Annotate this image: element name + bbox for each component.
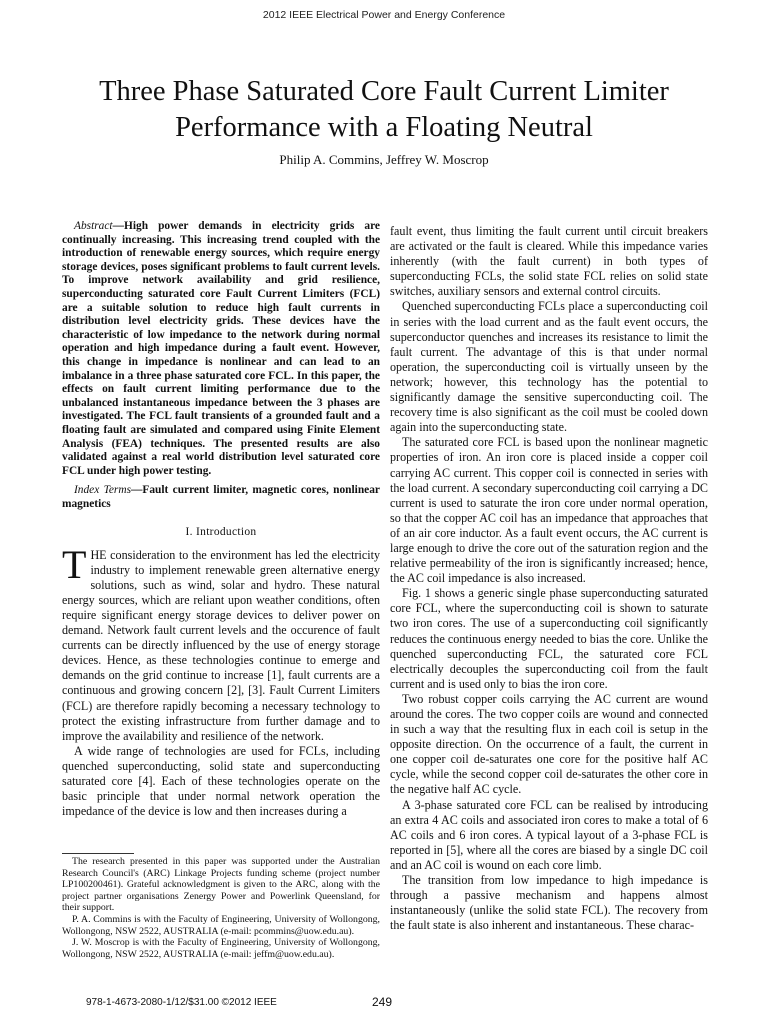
drop-cap: T	[62, 541, 87, 587]
right-paragraph-5: Two robust copper coils carrying the AC current are wound around the cores. The two copper coils are wound and connected in such a way that the resulting flux in each coil is setup in the opposite direction. On the occurrence of a fault, the current in one copper coil de-saturates one core for the positive half AC cycle, while the second copper coil de-saturates the other core in the negative half AC cycle.	[390, 691, 708, 797]
page-number: 249	[372, 995, 393, 1009]
index-terms	[62, 484, 380, 511]
left-column	[62, 220, 380, 819]
title-line-2: Performance with a Floating Neutral	[175, 112, 593, 143]
footnote-funding: The research presented in this paper was supported under the Australian Research Council's (ARC) Linkage Projects funding scheme (project number LP100200461). Grateful acknowledgment is given to the ARC, along with the project partner organisations Zenergy Power and Powerlink Queensland, for their support.	[62, 856, 380, 914]
right-paragraph-2: Quenched superconducting FCLs place a superconducting coil in series with the load current and as the fault event occurs, the superconductor quenches and increases its resistance to limit the fault current. The advantage of this is that under normal operation, the superconducting coil is virtually unseen by the network; however, this technology has the potential to significantly damage the sensitive superconducting coil. The recovery time is also significant as the coil must be cooled down again into the superconducting state.	[390, 299, 708, 435]
right-paragraph-3: The saturated core FCL is based upon the nonlinear magnetic properties of iron. An iron core is placed inside a copper coil carrying AC current. This copper coil is connected in series with the load current. A secondary superconducting coil carrying a DC current is used to saturate the iron core under normal operation, so that the copper AC coil has an impedance that approaches that of an air core inductor. As a fault event occurs, the AC current is large enough to drive the core out of the saturation region and the relative permeability of the iron is significantly increased; hence, the AC coil impedance is also increased.	[390, 435, 708, 586]
index-terms-text: —Fault current limiter, magnetic cores, nonlinear magnetics	[62, 484, 380, 510]
right-paragraph-1: fault event, thus limiting the fault current until circuit breakers are activated or the fault is cleared. While this impedance varies inherently (with the fault current) in both types of superconducting FCLs, the solid state FCL relies on solid state switches, auxiliary sensors and external control circuits.	[390, 224, 708, 299]
title-line-1: Three Phase Saturated Core Fault Current Limiter	[99, 76, 669, 107]
index-terms-lead: Index Terms	[74, 484, 132, 497]
intro-paragraph-1-text: HE consideration to the environment has led the electricity industry to implement renewable green alternative energy solutions, such as wind, solar and hydro. These natural energy sources, which are reliant upon weather conditions, often require significant energy storage devices to deliver power on demand. Network fault current levels and the occurence of fault currents can be directly influenced by the use of energy storage devices. Hence, as these technologies continue to emerge and demands on the grid continue to increase [1], fault currents are a continuous and growing concern [2], [3]. Fault Current Limiters (FCL) are therefore rapidly becoming a necessary technology to protect the existing infrastructure from further damage and to improve the availability and resilience of the network.	[62, 547, 380, 743]
footnotes	[62, 856, 380, 960]
intro-paragraph-1	[62, 541, 380, 744]
abstract-lead: Abstract	[74, 220, 113, 232]
section-heading: I. Introduction	[185, 526, 257, 539]
right-column	[390, 224, 708, 933]
footnote-rule	[62, 853, 134, 854]
abstract-text: —High power demands in electricity grids are continually increasing. This increasing trend coupled with the introduction of renewable energy sources, which require energy storage devices, poses significant problems to fault current levels. To improve network availability and grid resilience, superconducting saturated core Fault Current Limiters (FCL) are a suitable solution to reduce high fault currents in distribution level electricity grids. These devices have the characteristic of low impedance to the network during normal operation and high impedance during a fault event. However, this change in impedance is nonlinear and can lead to an imbalance in a three phase saturated core FCL. In this paper, the effects on fault current limiting performance due to the unbalanced instantaneous impedance between the 3 phases are investigated. The FCL fault transients of a grounded fault and a floating fault are simulated and compared using Finite Element Analysis (FEA) techniques. The presented results are also validated against a real world distribution level saturated core FCL under high power testing.	[62, 220, 380, 477]
abstract	[62, 220, 380, 478]
authors: Philip A. Commins, Jeffrey W. Moscrop	[279, 152, 489, 167]
footnote-author-2: J. W. Moscrop is with the Faculty of Engineering, University of Wollongong, Wollongong, NSW 2522, AUSTRALIA (e-mail: jeffm@uow.edu.au).	[62, 937, 380, 960]
right-paragraph-6: A 3-phase saturated core FCL can be realised by introducing an extra 4 AC coils and associated iron cores to make a total of 6 AC coils and 6 iron cores. A typical layout of a 3-phase FCL is reported in [5], where all the cores are biased by a single DC coil and an AC coil is wound on each core limb.	[390, 797, 708, 872]
intro-paragraph-2: A wide range of technologies are used for FCLs, including quenched superconducting, solid state and superconducting saturated core [4]. Each of these technologies operate on the basic principle that under normal network operation the impedance of the device is low and then increases during a	[62, 743, 380, 819]
footnote-author-1: P. A. Commins is with the Faculty of Engineering, University of Wollongong, Wollongong, NSW 2522, AUSTRALIA (e-mail: pcommins@uow.edu.au).	[62, 913, 380, 937]
copyright-identifier: 978-1-4673-2080-1/12/$31.00 ©2012 IEEE	[86, 997, 277, 1008]
conference-header: 2012 IEEE Electrical Power and Energy Conference	[262, 9, 506, 21]
right-paragraph-7: The transition from low impedance to high impedance is through a passive mechanism and happens almost instantaneously (unlike the solid state FCL). The recovery from the fault state is also inherent and instantaneous. These charac-	[390, 873, 708, 933]
paper-title	[40, 74, 728, 146]
right-paragraph-4: Fig. 1 shows a generic single phase superconducting saturated core FCL, where the superconducting coil is shown to saturate two iron cores. The use of a superconducting coil significantly reduces the continuous energy needed to bias the core. Unlike the quenched superconducting FCL, the saturated core FCL electrically decouples the superconducting coil from the fault current and is used only to bias the iron core.	[390, 586, 708, 691]
